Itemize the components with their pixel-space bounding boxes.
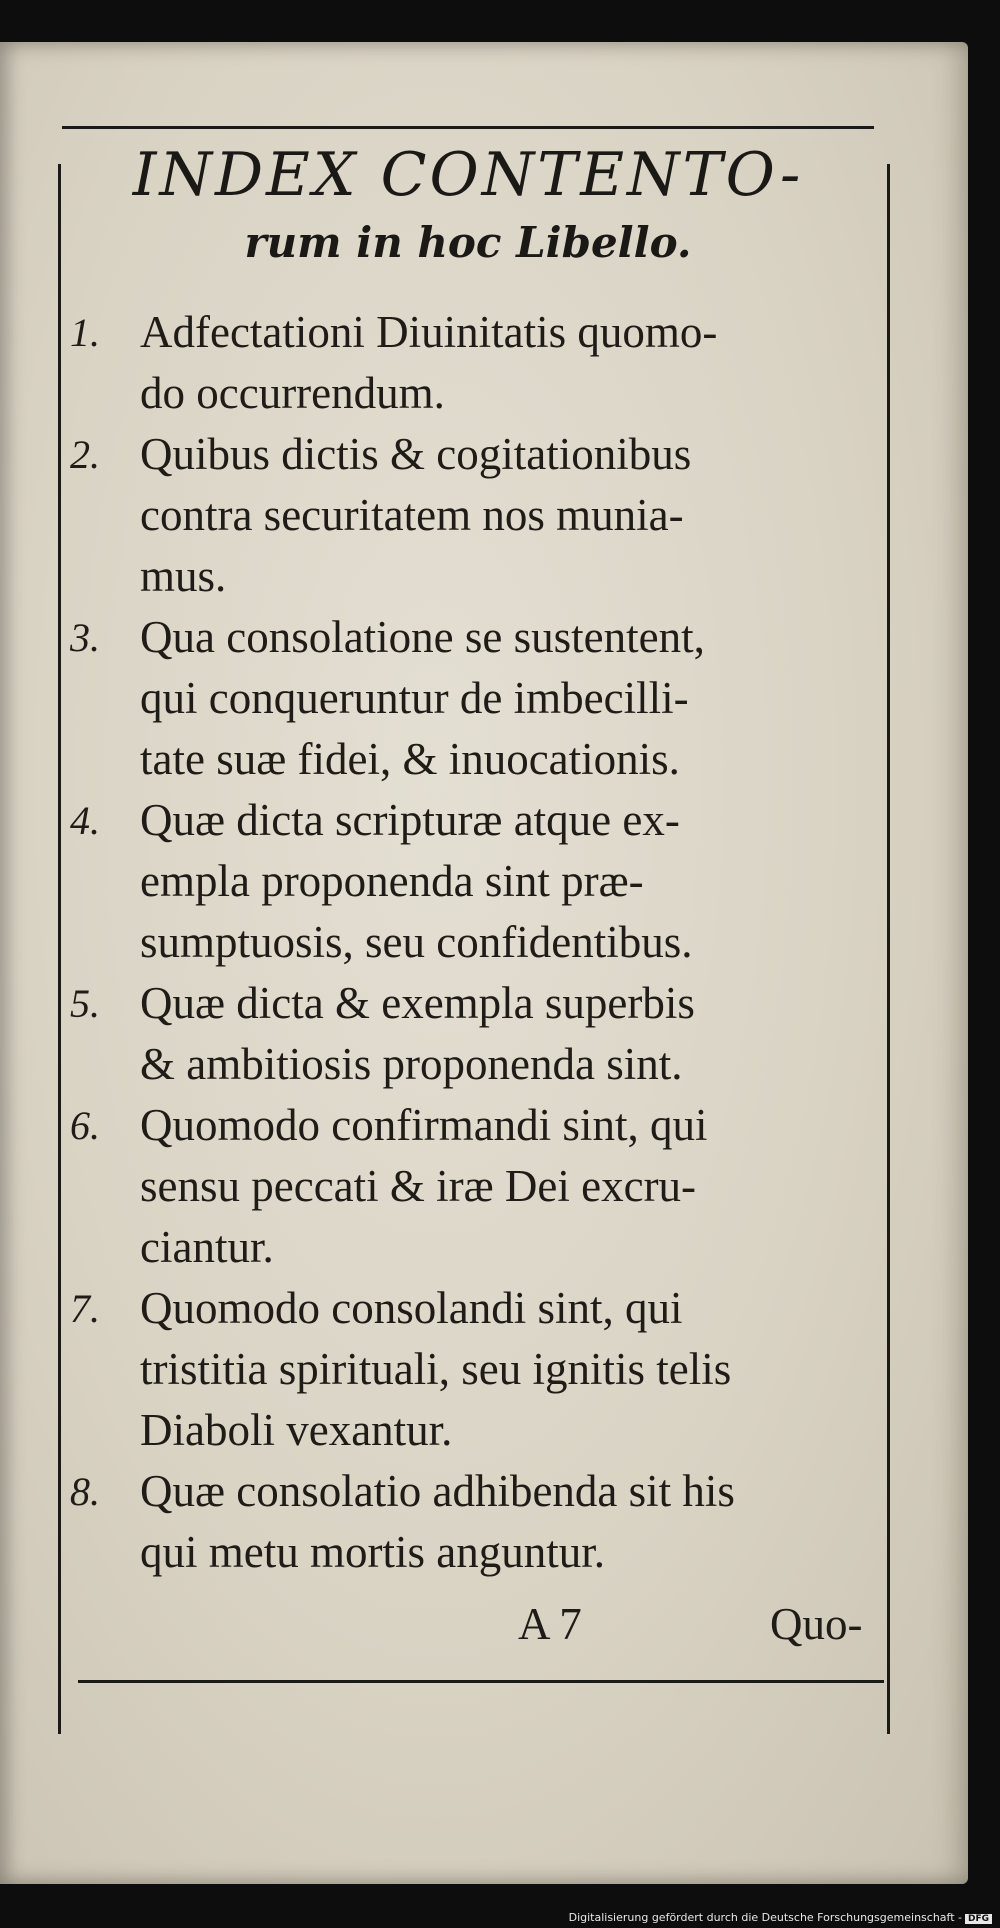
entry-line: Quæ consolatio adhibenda sit his <box>140 1466 735 1516</box>
entry-line: ciantur. <box>140 1222 274 1272</box>
index-entry <box>70 1095 900 1278</box>
entry-line: qui metu mortis anguntur. <box>140 1527 605 1577</box>
funding-note <box>569 1911 992 1924</box>
entry-line: Quomodo consolandi sint, qui <box>140 1283 683 1333</box>
entry-line: tristitia spirituali, seu ignitis telis <box>140 1344 732 1394</box>
dfg-logo: DFG <box>965 1914 992 1924</box>
entry-number: 7. <box>70 1286 100 1331</box>
entry-text <box>140 607 940 790</box>
entry-line: sumptuosis, seu confidentibus. <box>140 917 693 967</box>
bottom-rule <box>78 1680 884 1683</box>
entry-line: Adfectationi Diuinitatis quomo- <box>140 307 718 357</box>
funding-text: Digitalisierung gefördert durch die Deutsche Forschungsgemeinschaft - <box>568 1911 962 1924</box>
entry-number: 3. <box>70 615 100 660</box>
entry-line: do occurrendum. <box>140 368 445 418</box>
entry-number: 6. <box>70 1103 100 1148</box>
index-subtitle: rum in hoc Libello. <box>244 218 692 267</box>
entry-line: sensu peccati & iræ Dei excru- <box>140 1161 697 1211</box>
entry-line: tate suæ fidei, & inuocationis. <box>140 734 680 784</box>
entry-text <box>140 424 940 607</box>
entry-text <box>140 1095 940 1278</box>
top-rule <box>62 126 874 129</box>
entry-line: empla proponenda sint præ- <box>140 856 644 906</box>
index-title: INDEX CONTENTO- <box>132 140 804 210</box>
index-entry <box>70 302 900 424</box>
entry-line: Quomodo confirmandi sint, qui <box>140 1100 708 1150</box>
index-entry <box>70 790 900 973</box>
entry-text <box>140 302 940 424</box>
entry-number: 8. <box>70 1469 100 1514</box>
index-entries <box>70 302 900 1583</box>
entry-text <box>140 1461 940 1583</box>
entry-number: 4. <box>70 798 100 843</box>
entry-line: mus. <box>140 551 227 601</box>
entry-line: qui conqueruntur de imbecilli- <box>140 673 689 723</box>
entry-number: 1. <box>70 310 100 355</box>
entry-line: Quæ dicta & exempla superbis <box>140 978 695 1028</box>
signature-mark: A 7 <box>518 1599 582 1649</box>
entry-line: Quibus dictis & cogitationibus <box>140 429 692 479</box>
catchword: Quo- <box>770 1599 863 1649</box>
entry-number: 2. <box>70 432 100 477</box>
index-entry <box>70 1278 900 1461</box>
entry-text <box>140 1278 940 1461</box>
entry-line: contra securitatem nos munia- <box>140 490 684 540</box>
index-entry <box>70 607 900 790</box>
index-entry <box>70 1461 900 1583</box>
entry-text <box>140 973 940 1095</box>
index-entry <box>70 424 900 607</box>
entry-line: Quæ dicta scripturæ atque ex- <box>140 795 680 845</box>
index-entry <box>70 973 900 1095</box>
entry-line: Qua consolatione se sustentent, <box>140 612 705 662</box>
entry-line: & ambitiosis proponenda sint. <box>140 1039 683 1089</box>
entry-number: 5. <box>70 981 100 1026</box>
entry-line: Diaboli vexantur. <box>140 1405 453 1455</box>
entry-text <box>140 790 940 973</box>
